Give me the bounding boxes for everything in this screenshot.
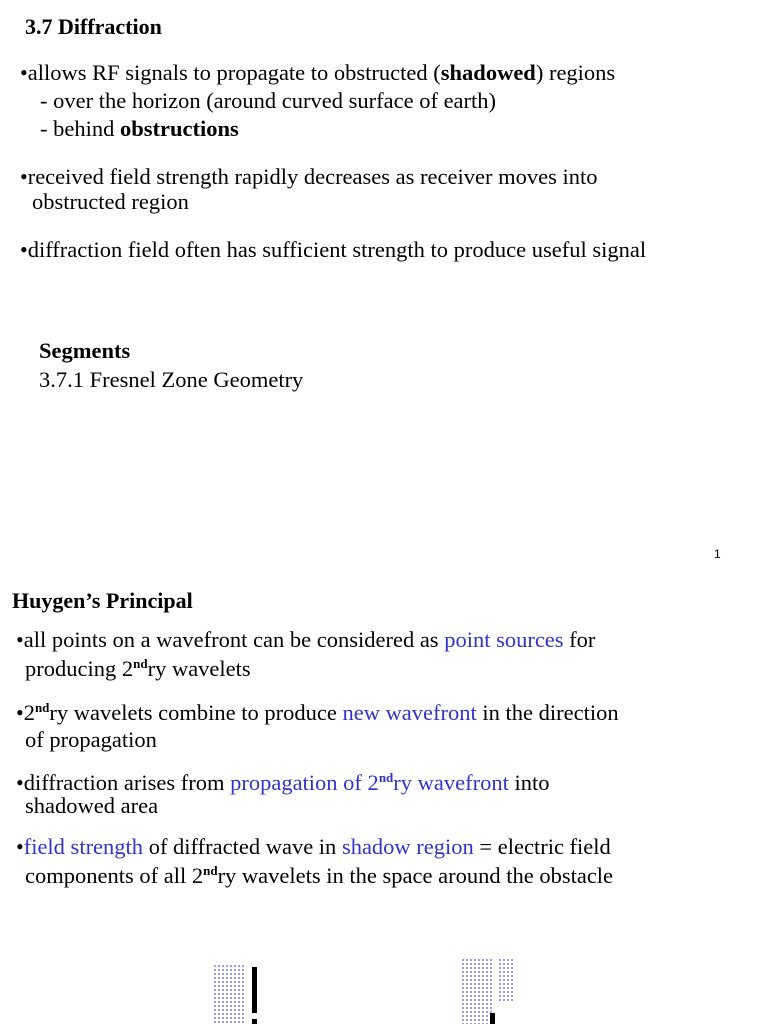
bullet-marker: • [16, 770, 24, 795]
slide1-bullet-1: •allows RF signals to propagate to obstructed (shadowed) regions [20, 60, 616, 85]
slide2-bullet-2-line2: of propagation [25, 727, 157, 752]
slide1-sub-bullet-2: - behind obstructions [40, 116, 239, 141]
page-number: 1 [714, 547, 721, 561]
huygens-figure [0, 955, 768, 1024]
bullet-marker: • [16, 627, 24, 652]
slide2-bullet-1-line2: producing 2ndry wavelets [25, 656, 251, 681]
slide1-sub-bullet-1: - over the horizon (around curved surface of earth) [40, 88, 497, 113]
slide2-bullet-4: •field strength of diffracted wave in shadow region = electric field [16, 834, 611, 859]
bullet-marker: • [16, 834, 24, 859]
slide2-bullet-2: •2ndry wavelets combine to produce new wavefront in the direction [16, 700, 619, 725]
segment-link-fresnel[interactable]: 3.7.1 Fresnel Zone Geometry [39, 367, 304, 392]
bullet-marker: • [20, 237, 28, 262]
slide2-bullet-1: •all points on a wavefront can be considered as point sources for [16, 627, 596, 652]
obstacle-left [252, 967, 257, 1013]
slide2-title: Huygen’s Principal [12, 588, 193, 613]
wavefront-group-right [463, 959, 512, 1024]
slide2-bullet-3: •diffraction arises from propagation of 2ndry wavefront into [16, 770, 550, 795]
slide2-bullet-4-line2: components of all 2ndry wavelets in the space around the obstacle [25, 863, 614, 888]
segments-heading: Segments [39, 338, 131, 363]
slide1-title: 3.7 Diffraction [25, 14, 162, 39]
slide2-bullet-3-line2: shadowed area [25, 793, 159, 818]
slide1-bullet-2-line2: obstructed region [32, 189, 189, 214]
bullet-marker: • [16, 700, 24, 725]
slide1-bullet-3: •diffraction field often has sufficient strength to produce useful signal [20, 237, 647, 262]
wavefront-group-left [215, 965, 243, 1024]
obstacle-right [490, 1013, 495, 1024]
bullet-marker: • [20, 164, 28, 189]
wavefront-diagram [0, 955, 768, 1024]
obstacle-left-lower [252, 1019, 257, 1024]
bullet-marker: • [20, 60, 28, 85]
slide1-bullet-2: •received field strength rapidly decreases as receiver moves into [20, 164, 598, 189]
